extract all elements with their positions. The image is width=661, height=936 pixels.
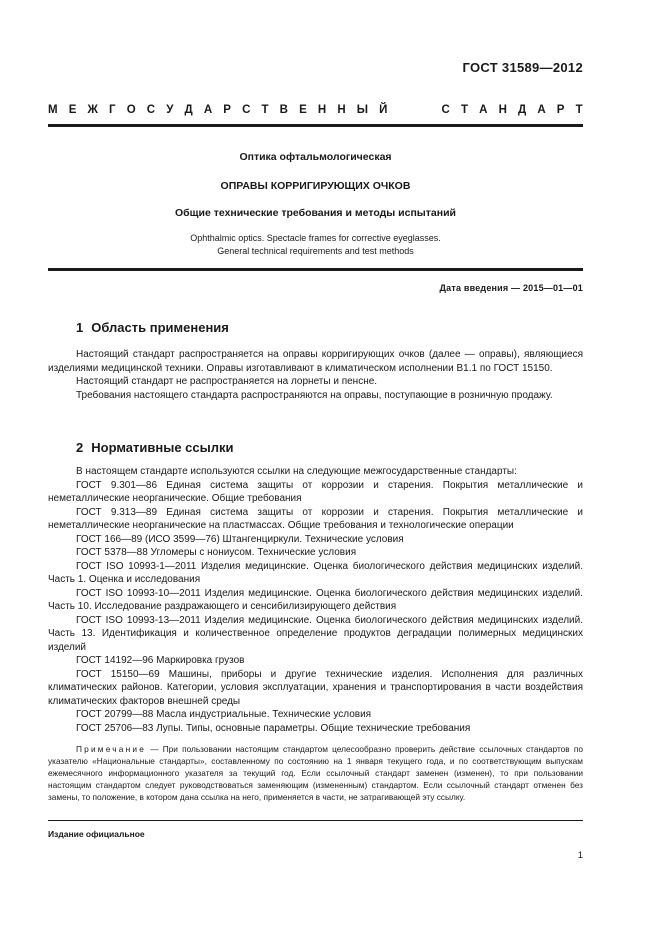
section-1-title: Область применения — [91, 320, 229, 335]
heading-letter: В — [279, 104, 288, 116]
paragraph: Требования настоящего стандарта распространяются на оправы, поступающие в розничную продажу. — [76, 389, 553, 401]
section-1-heading — [76, 320, 229, 335]
paragraph: Настоящий стандарт распространяется на оправы корригирующих очков (далее — оправы), являющиеся изделиями медицинской техники. Оправы изготавливают в климатическом исполнении В1.1 по ГОСТ 15150. — [48, 349, 583, 374]
page-number: 1 — [577, 850, 583, 861]
heading-letter: А — [537, 104, 546, 116]
heading-letter — [399, 104, 402, 116]
heading-letter: Е — [299, 104, 307, 116]
heading-letter: Т — [575, 104, 583, 116]
section-2-title: Нормативные ссылки — [91, 440, 234, 455]
heading-letter: Г — [109, 104, 116, 116]
note-label: Примечание — [76, 744, 147, 754]
reference-item: ГОСТ 5378—88 Угломеры с нониусом. Технические условия — [76, 547, 357, 558]
standard-type-heading — [48, 104, 583, 116]
heading-letter: Д — [184, 104, 193, 116]
heading-letter: А — [203, 104, 213, 116]
note-text: — При пользовании настоящим стандартом целесообразно проверить действие ссылочных стандартов по указателю «Национальные стандарты», составленному по состоянию на 1 января текущего года, и по соответствующим выпускам ежемесячного информационного указателя за текущий год. Если ссылочный стандарт заменен (изменен), то при пользовании настоящим стандартом следует руководствоваться заменяющим (измененным) стандартом. Если ссылочный стандарт отменен без замены, то положение, в котором дана ссылка на него, применяется в части, не затрагивающей эту ссылку. — [48, 744, 583, 802]
reference-item: ГОСТ 25706—83 Лупы. Типы, основные параметры. Общие технические требования — [76, 722, 471, 734]
heading-letter: Н — [337, 104, 346, 116]
heading-letter: С — [242, 104, 251, 116]
heading-letter: Н — [498, 104, 507, 116]
heading-letter: С — [146, 104, 156, 116]
heading-letter: Т — [460, 104, 468, 116]
english-title-line-1: Ophthalmic optics. Spectacle frames for corrective eyeglasses. — [190, 233, 441, 243]
main-title: ОПРАВЫ КОРРИГИРУЮЩИХ ОЧКОВ — [220, 180, 411, 192]
reference-item: ГОСТ 166—89 (ИСО 3599—76) Штангенциркули. Технические условия — [76, 533, 404, 545]
heading-letter: А — [479, 104, 488, 116]
footer-rule — [48, 820, 583, 821]
section-2-number: 2 — [76, 440, 84, 455]
section-1-number: 1 — [76, 320, 84, 335]
title-rule — [48, 268, 583, 271]
section-1-body — [48, 348, 583, 402]
reference-item: ГОСТ ISO 10993-13—2011 Изделия медицинские. Оценка биологического действия медицинских изделий. Часть 13. Идентификация и количественное определение продуктов деградации полимерных медицинских изделий — [48, 614, 583, 653]
heading-letter: М — [48, 104, 58, 116]
introduction-date: Дата введения — 2015—01—01 — [439, 283, 583, 293]
reference-item: ГОСТ 14192—96 Маркировка грузов — [76, 655, 245, 666]
references-intro: В настоящем стандарте используются ссылки на следующие межгосударственные стандарты: — [76, 466, 517, 477]
heading-letter: Ж — [87, 104, 98, 116]
heading-letter: Е — [68, 104, 77, 116]
gost-number: ГОСТ 31589—2012 — [462, 60, 583, 75]
heading-letter: С — [441, 104, 450, 116]
heading-letter: Т — [261, 104, 269, 116]
heading-letter: Ы — [356, 104, 369, 116]
heading-letter: О — [126, 104, 136, 116]
section-2-heading — [76, 440, 233, 455]
reference-item: ГОСТ 20799—88 Масла индустриальные. Технические условия — [76, 709, 372, 720]
subtitle: Общие технические требования и методы испытаний — [175, 207, 456, 219]
heading-letter — [413, 104, 416, 116]
note — [48, 743, 583, 803]
category-title: Оптика офтальмологическая — [239, 151, 392, 163]
reference-item: ГОСТ ISO 10993-10—2011 Изделия медицинские. Оценка биологического действия медицинских изделий. Часть 10. Исследование раздражающего и сенсибилизирующего действия — [48, 587, 583, 612]
paragraph: Настоящий стандарт не распространяется на лорнеты и пенсне. — [76, 376, 378, 387]
official-edition-label: Издание официальное — [48, 829, 145, 839]
heading-letter: Р — [223, 104, 231, 116]
heading-letter: Р — [556, 104, 565, 116]
section-2-body — [48, 465, 583, 735]
reference-item: ГОСТ 15150—69 Машины, приборы и другие технические изделия. Исполнения для различных климатических районов. Категории, условия эксплуатации, хранения и транспортирования в части воздействия климатических факторов внешней среды — [48, 668, 583, 707]
reference-item: ГОСТ 9.313—89 Единая система защиты от коррозии и старения. Покрытия металлические и неметаллические неорганические на пластмассах. Общие требования и технологические операции — [48, 506, 583, 531]
english-title-line-2: General technical requirements and test methods — [217, 246, 414, 256]
heading-letter: Н — [317, 104, 327, 116]
top-rule — [48, 124, 583, 127]
heading-letter — [427, 104, 430, 116]
reference-item: ГОСТ 9.301—86 Единая система защиты от коррозии и старения. Покрытия металлические и неметаллические неорганические. Общие требования — [48, 479, 583, 504]
heading-letter: Й — [379, 104, 388, 116]
reference-item: ГОСТ ISO 10993-1—2011 Изделия медицинские. Оценка биологического действия медицинских изделий. Часть 1. Оценка и исследования — [48, 560, 583, 585]
heading-letter: У — [166, 104, 174, 116]
english-title — [48, 232, 583, 258]
heading-letter: Д — [518, 104, 527, 116]
